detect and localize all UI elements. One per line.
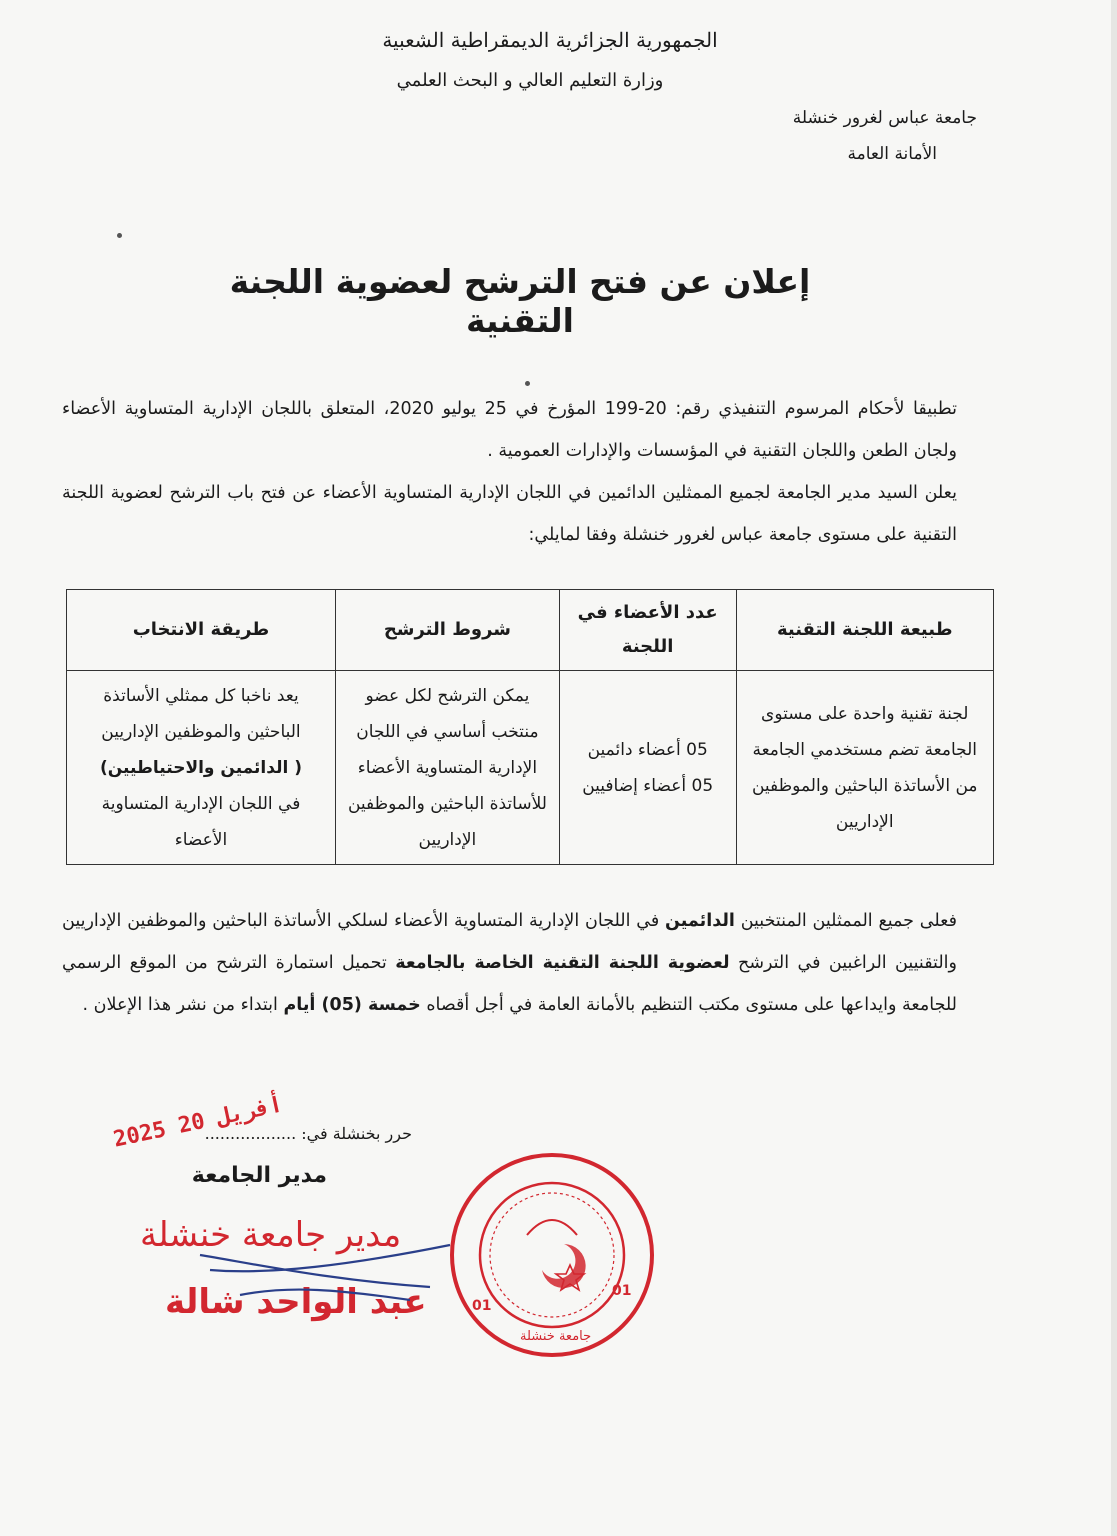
- p3-part: في اللجان الإدارية المتساوية الأعضاء لسلكي الأساتذة الباحثين والموظفين الإداريين والتقنيين الراغبين في الترشح: [62, 911, 957, 973]
- p3-emphasis-permanent: الدائمين: [665, 911, 735, 931]
- p3-part: فعلى جميع الممثلين المنتخبين: [734, 911, 957, 931]
- table-header-row: [67, 590, 994, 671]
- table-row: [67, 671, 994, 865]
- cell-nature: لجنة تقنية واحدة على مستوى الجامعة تضم مستخدمي الجامعة من الأساتذة الباحثين والموظفين الإداريين: [736, 671, 994, 865]
- handwritten-signature: [180, 1225, 460, 1315]
- instructions-paragraph: [62, 900, 957, 1026]
- director-title: مدير الجامعة: [191, 1163, 327, 1188]
- p3-emphasis-deadline: خمسة (05) أيام: [283, 995, 421, 1015]
- header-method: طريقة الانتخاب: [67, 590, 336, 671]
- permanent-members: 05 أعضاء دائمين: [587, 739, 708, 760]
- ministry-header: وزارة التعليم العالي و البحث العلمي: [396, 70, 664, 91]
- date-stamp: 2025 أفريل 20: [111, 1092, 285, 1153]
- announcement-paragraph: يعلن السيد مدير الجامعة لجميع الممثلين الدائمين في اللجان الإدارية المتساوية الأعضاء عن فتح باب الترشح لعضوية اللجنة التقنية على مستوى جامعة عباس لغرور خنشلة وفقا لمايلي:: [62, 483, 957, 545]
- header-conditions: شروط الترشح: [335, 590, 559, 671]
- seal-code: 01: [612, 1283, 632, 1299]
- cell-method: [67, 671, 336, 865]
- additional-members: 05 أعضاء إضافيين: [582, 775, 714, 796]
- header-nature: طبيعة اللجنة التقنية: [736, 590, 994, 671]
- p3-part: ابتداء من نشر هذا الإعلان .: [82, 995, 284, 1015]
- p3-part: تحميل استمارة الترشح من الموقع الرسمي للجامعة وايداعها على مستوى مكتب التنظيم بالأمانة العامة في أجل أقصاه: [62, 953, 957, 1015]
- university-name: جامعة عباس لغرور خنشلة: [792, 108, 977, 128]
- cell-conditions: يمكن الترشح لكل عضو منتخب أساسي في اللجان الإدارية المتساوية الأعضاء للأساتذة الباحثين والموظفين الإداريين: [335, 671, 559, 865]
- header-members: عدد الأعضاء في اللجنة: [559, 590, 736, 671]
- stamp-title: مدير جامعة خنشلة: [140, 1215, 402, 1255]
- method-line-2: ( الدائمين والاحتياطيين): [99, 757, 302, 778]
- issue-date-line: حرر بخنشلة في: ..................: [204, 1124, 412, 1143]
- scan-edge: [1111, 0, 1117, 1536]
- scan-speck: [117, 233, 122, 238]
- p3-emphasis-committee: لعضوية اللجنة التقنية الخاصة بالجامعة: [395, 953, 730, 973]
- stamp-name: عبد الواحد شالة: [165, 1282, 427, 1322]
- scan-speck: [525, 381, 530, 386]
- university-seal: [442, 1140, 662, 1370]
- republic-header: الجمهورية الجزائرية الديمقراطية الشعبية: [382, 28, 718, 52]
- announcement-title: إعلان عن فتح الترشح لعضوية اللجنة التقنية: [229, 262, 811, 340]
- cell-members: [559, 671, 736, 865]
- committee-table: [66, 589, 994, 865]
- secretariat-name: الأمانة العامة: [847, 144, 937, 164]
- seal-code: 01: [472, 1298, 492, 1314]
- method-line-3: في اللجان الإدارية المتساوية الأعضاء: [101, 793, 301, 850]
- method-line-1: يعد ناخبا كل ممثلي الأساتذة الباحثين والموظفين الإداريين: [101, 685, 301, 742]
- legal-basis-paragraph: تطبيقا لأحكام المرسوم التنفيذي رقم: 20-199 المؤرخ في 25 يوليو 2020، المتعلق باللجان الإدارية المتساوية الأعضاء ولجان الطعن واللجان التقنية في المؤسسات والإدارات العمومية .: [62, 399, 957, 461]
- seal-bottom-text: جامعة خنشلة: [520, 1329, 592, 1344]
